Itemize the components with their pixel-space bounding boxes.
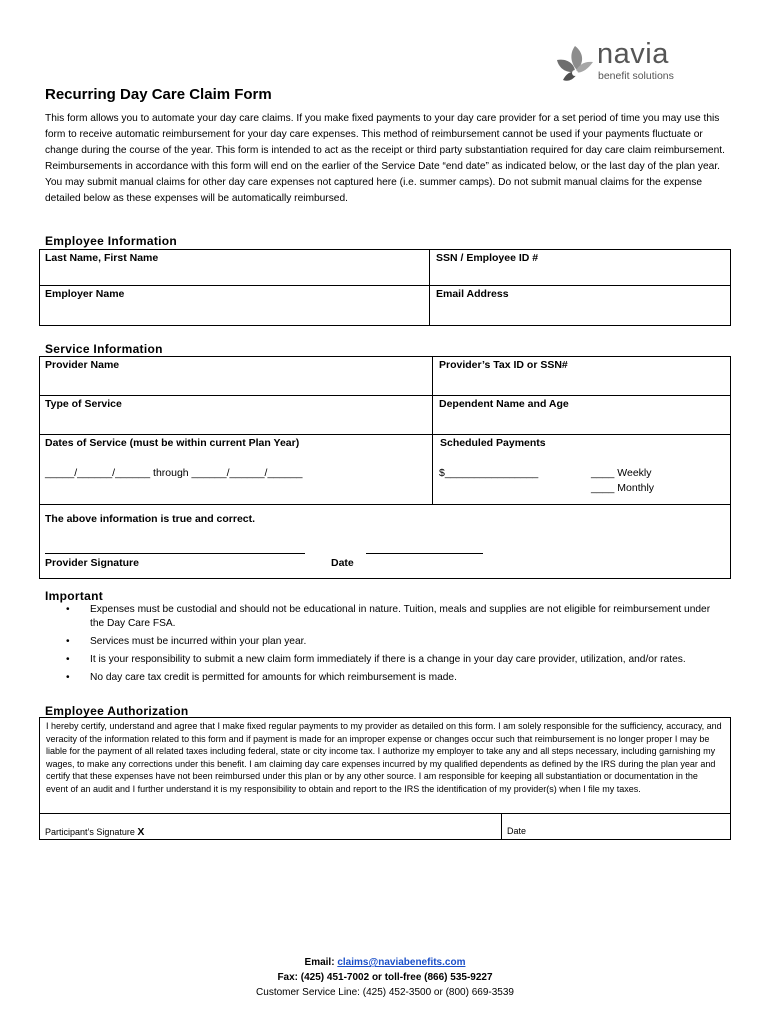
- service-row-divider-3: [39, 504, 731, 505]
- authorization-heading: Employee Authorization: [45, 704, 189, 718]
- footer-customer-service: Customer Service Line: (425) 452-3500 or (800) 669-3539: [256, 987, 514, 998]
- important-list: [60, 603, 720, 689]
- signature-x-mark: X: [137, 826, 145, 838]
- scheduled-payments-label: Scheduled Payments: [440, 437, 546, 449]
- dates-of-service-input[interactable]: _____/______/______ through ______/______/______: [45, 467, 303, 479]
- list-item: • Expenses must be custodial and should not be educational in nature. Tuition, meals and supplies are not eligible for reimbursement under the Day Care FSA.: [66, 604, 711, 629]
- payment-amount-input[interactable]: $________________: [439, 467, 539, 479]
- claims-email-link[interactable]: claims@naviabenefits.com: [337, 957, 466, 968]
- provider-signature-label: Provider Signature: [45, 557, 139, 569]
- ssn-employee-id-field[interactable]: SSN / Employee ID #: [436, 252, 539, 264]
- important-heading: Important: [45, 589, 104, 603]
- monthly-option[interactable]: ____ Monthly: [591, 482, 655, 494]
- employer-name-field[interactable]: Employer Name: [45, 288, 125, 300]
- logo-brand: navia: [597, 38, 669, 70]
- provider-date-label: Date: [331, 557, 354, 569]
- service-row-divider-2: [39, 434, 731, 435]
- provider-name-field[interactable]: Provider Name: [45, 359, 120, 371]
- employee-divider: [429, 249, 430, 326]
- list-item: • Services must be incurred within your plan year.: [66, 636, 307, 647]
- employee-row-divider: [39, 285, 731, 286]
- footer-fax: Fax: (425) 451-7002 or toll-free (866) 535-9227: [277, 972, 493, 983]
- navia-leaf-icon: [553, 42, 597, 88]
- form-title: Recurring Day Care Claim Form: [45, 86, 272, 103]
- logo-tagline: benefit solutions: [598, 70, 674, 82]
- email-address-field[interactable]: Email Address: [436, 288, 509, 300]
- authorization-divider: [39, 813, 731, 814]
- authorization-text: I hereby certify, understand and agree that I make fixed regular payments to my provider as detailed on this form. I am solely responsible for the sufficiency, accuracy, and veracity of the information related to this form and if payment is made for an improper expense or changes occur such that reimbursement is no longer proper I may be liable for the payment of all related taxes including federal, state or city income tax. I authorize my employer to take any and all steps necessary, including garnishing my wages, to make any corrections under this benefit. I am claiming day care expenses incurred by my qualified dependents as defined by the IRS during the plan year and certify that these expenses have not been reimbursed under this plan or by any other source. I am responsible for keeping all substantiation or documentation in the event of an audit and I further understand it is my responsibility to obtain and report to the IRS the identification of my provider(s) when I file my taxes.: [46, 721, 722, 794]
- employee-info-heading: Employee Information: [45, 234, 178, 248]
- participant-signature-label: Participant’s Signature: [45, 827, 135, 837]
- navia-logo: [553, 40, 688, 88]
- service-info-heading: Service Information: [45, 342, 163, 356]
- attestation-text: The above information is true and correct.: [45, 513, 256, 525]
- service-divider: [432, 356, 433, 504]
- list-item: • It is your responsibility to submit a new claim form immediately if there is a change in your day care provider, utilization, and/or rates.: [66, 654, 686, 665]
- provider-date-line[interactable]: [366, 553, 483, 554]
- provider-tax-id-field[interactable]: Provider’s Tax ID or SSN#: [439, 359, 568, 371]
- participant-signature-field[interactable]: [45, 826, 144, 838]
- list-item: • No day care tax credit is permitted for amounts for which reimbursement is made.: [66, 672, 457, 683]
- intro-paragraph: This form allows you to automate your day care claims. If you make fixed payments to your day care provider for a set period of time you may use this form to receive automatic reimbursement for your day care expenses. This method of reimbursement cannot be used if your payments fluctuate or change during the course of the year. This form is intended to act as the receipt or third party substantiation required for day care claim reimbursement. Reimbursements in accordance with this form will end on the earlier of the Service Date “end date” as indicated below, or the last day of the plan year. You may submit manual claims for other day care expenses not captured here (i.e. summer camps). Do not submit manual claims for the expense detailed below as these expenses will be automatically reimbursed.: [45, 113, 725, 204]
- type-of-service-field[interactable]: Type of Service: [45, 398, 122, 410]
- footer-email-label: Email:: [304, 957, 335, 968]
- authorization-sig-divider: [501, 813, 502, 840]
- footer-email: [0, 957, 770, 968]
- dates-of-service-label: Dates of Service (must be within current Plan Year): [45, 437, 300, 449]
- participant-date-field[interactable]: Date: [507, 826, 527, 836]
- last-first-name-field[interactable]: Last Name, First Name: [45, 252, 159, 264]
- service-row-divider-1: [39, 395, 731, 396]
- provider-signature-line[interactable]: [45, 553, 305, 554]
- dependent-name-age-field[interactable]: Dependent Name and Age: [439, 398, 569, 410]
- weekly-option[interactable]: ____ Weekly: [591, 467, 652, 479]
